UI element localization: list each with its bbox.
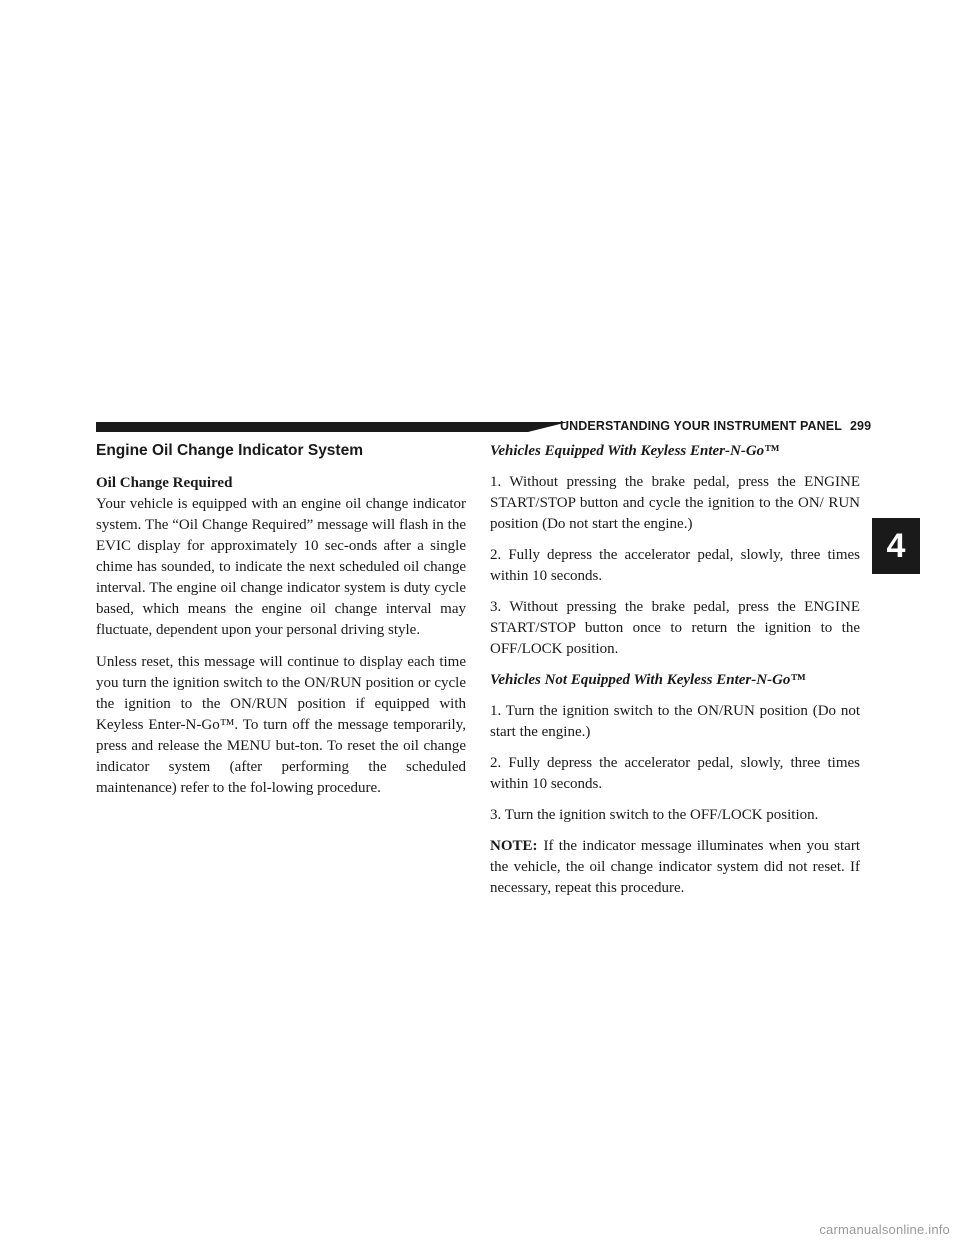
paragraph-2: Unless reset, this message will continue to display each time you turn the ignition switch to the ON/RUN position or cycle the ignition to the ON/RUN position if equipped with Keyless Enter-N-Go™. To turn off the message temporarily, press and release the MENU but-ton. To reset the oil change indicator system (after performing the scheduled maintenance) refer to the fol-lowing procedure.: [96, 654, 466, 796]
note-label: NOTE:: [490, 838, 538, 854]
watermark: carmanualsonline.info: [819, 1222, 950, 1237]
note: [490, 836, 860, 899]
subsection-title: Oil Change Required: [96, 475, 233, 491]
left-column: [96, 441, 466, 810]
step-non-keyless-1: 1. Turn the ignition switch to the ON/RUN position (Do not start the engine.): [490, 703, 860, 740]
chapter-tab: 4: [872, 518, 920, 574]
section-title: Engine Oil Change Indicator System: [96, 442, 363, 459]
page-number: 299: [849, 419, 872, 433]
step-keyless-3: 3. Without pressing the brake pedal, press the ENGINE START/STOP button once to return the ignition to the OFF/LOCK position.: [490, 599, 860, 657]
running-title: UNDERSTANDING YOUR INSTRUMENT PANEL: [560, 419, 842, 433]
paragraph-1: Your vehicle is equipped with an engine oil change indicator system. The “Oil Change Required” message will flash in the EVIC display for approximately 10 sec-onds after a single chime has sounded, to indicate the next scheduled oil change interval. The engine oil change indicator system is duty cycle based, which means the engine oil change interval may fluctuate, dependent upon your personal driving style.: [96, 496, 466, 638]
running-head: [560, 419, 872, 433]
header-rule: [96, 422, 528, 432]
step-non-keyless-3: 3. Turn the ignition switch to the OFF/LOCK position.: [490, 807, 819, 823]
procedure-heading-non-keyless: Vehicles Not Equipped With Keyless Enter-N-Go™: [490, 672, 806, 688]
note-text: If the indicator message illuminates when you start the vehicle, the oil change indicator system did not reset. If necessary, repeat this procedure.: [490, 838, 860, 896]
step-non-keyless-2: 2. Fully depress the accelerator pedal, slowly, three times within 10 seconds.: [490, 755, 860, 792]
step-keyless-2: 2. Fully depress the accelerator pedal, slowly, three times within 10 seconds.: [490, 547, 860, 584]
step-keyless-1: 1. Without pressing the brake pedal, press the ENGINE START/STOP button and cycle the ignition to the ON/ RUN position (Do not start the engine.): [490, 474, 860, 532]
procedure-heading-keyless: Vehicles Equipped With Keyless Enter-N-Go™: [490, 443, 780, 459]
right-column: [490, 441, 860, 910]
